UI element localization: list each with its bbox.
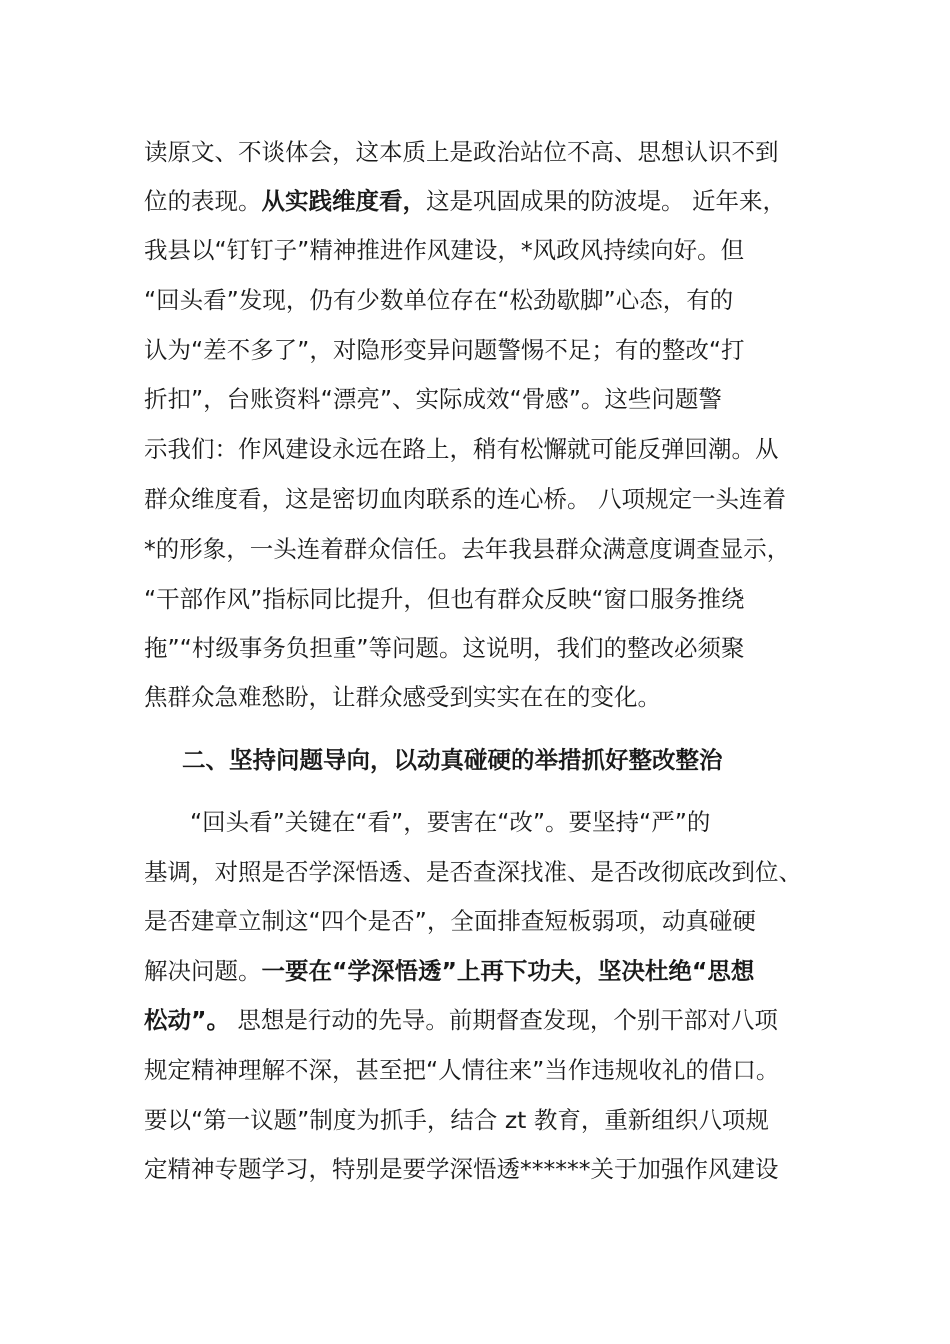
bold-phrase: 从实践维度看， <box>261 187 426 215</box>
line-text: 思想是行动的先导。前期督查发现，个别干部对八项 <box>229 1006 778 1034</box>
line-text: 这是巩固成果的防波堤。 近年来， <box>426 187 786 215</box>
paragraph-line: 群众维度看，这是密切血肉联系的连心桥。 八项规定一头连着 <box>144 485 786 513</box>
paragraph-line: “回头看”关键在“看”，要害在“改”。要坚持“严”的 <box>190 808 711 836</box>
paragraph-line: “回头看”发现，仍有少数单位存在“松劲歇脚”心态，有的 <box>144 286 734 314</box>
paragraph-line: 读原文、不谈体会，这本质上是政治站位不高、思想认识不到 <box>144 138 779 166</box>
line-text: 位的表现。 <box>144 187 262 215</box>
paragraph-line: 拖”“村级事务负担重”等问题。这说明，我们的整改必须聚 <box>144 634 745 662</box>
paragraph-line: 我县以“钉钉子”精神推进作风建设，*风政风持续向好。但 <box>144 236 745 264</box>
section-heading: 二、坚持问题导向，以动真碰硬的举措抓好整改整治 <box>182 746 723 774</box>
paragraph-line <box>144 995 812 1045</box>
bold-phrase: 一要在“学深悟透”上再下功夫，坚决杜绝“思想 <box>261 957 755 985</box>
paragraph-line: 认为“差不多了”，对隐形变异问题警惕不足；有的整改“打 <box>144 336 745 364</box>
line-text: 解决问题。 <box>144 957 262 985</box>
paragraph-line: 定精神专题学习，特别是要学深悟透******关于加强作风建设 <box>144 1155 779 1183</box>
paragraph-line: 焦群众急难愁盼，让群众感受到实实在在的变化。 <box>144 683 661 711</box>
paragraph-line: 是否建章立制这“四个是否”，全面排查短板弱项，动真碰硬 <box>144 907 756 935</box>
paragraph-line: 规定精神理解不深，甚至把“人情往来”当作违规收礼的借口。 <box>144 1056 780 1084</box>
paragraph-line: 基调，对照是否学深悟透、是否查深找准、是否改彻底改到位、 <box>144 858 802 886</box>
paragraph-line: “干部作风”指标同比提升，但也有群众反映“窗口服务推绕 <box>144 585 745 613</box>
paragraph-line: 要以“第一议题”制度为抓手，结合 zt 教育，重新组织八项规 <box>144 1106 769 1134</box>
paragraph-line: 示我们：作风建设永远在路上，稍有松懈就可能反弹回潮。从 <box>144 435 779 463</box>
bold-phrase: 松动”。 <box>144 1006 230 1034</box>
paragraph-line: 折扣”，台账资料“漂亮”、实际成效“骨感”。这些问题警 <box>144 385 722 413</box>
paragraph-line <box>144 946 812 996</box>
paragraph-line: *的形象，一头连着群众信任。去年我县群众满意度调查显示， <box>144 535 791 563</box>
paragraph-line <box>144 176 812 226</box>
